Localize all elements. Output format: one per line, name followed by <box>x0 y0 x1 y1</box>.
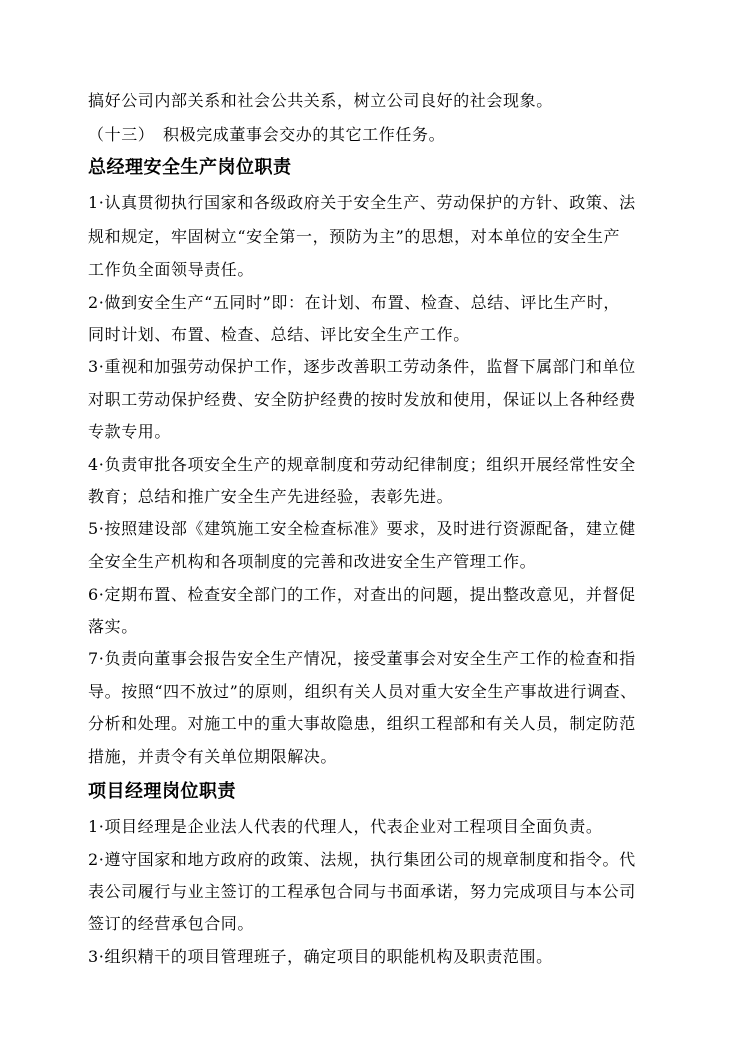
paragraph-line: 5·按照建设部《建筑施工安全检查标准》要求，及时进行资源配备，建立健 <box>88 519 636 538</box>
paragraph-line: 教育；总结和推广安全生产先进经验，表彰先进。 <box>88 487 454 506</box>
paragraph-line: 1·项目经理是企业法人代表的代理人，代表企业对工程项目全面负责。 <box>88 817 603 836</box>
paragraph-line: 2·做到安全生产“五同时”即：在计划、布置、检查、总结、评比生产时， <box>88 293 621 312</box>
paragraph-line: 3·重视和加强劳动保护工作，逐步改善职工劳动条件，监督下属部门和单位 <box>88 357 636 376</box>
paragraph-line: 4·负责审批各项安全生产的规章制度和劳动纪律制度；组织开展经常性安全 <box>88 455 636 474</box>
paragraph-line: 全安全生产机构和各项制度的完善和改进安全生产管理工作。 <box>88 552 537 571</box>
paragraph-line: 专款专用。 <box>88 422 172 441</box>
paragraph-line: 分析和处理。对施工中的重大事故隐患，组织工程部和有关人员，制定防范 <box>88 714 636 733</box>
paragraph-line: 同时计划、布置、检查、总结、评比安全生产工作。 <box>88 325 470 344</box>
paragraph-line: 7·负责向董事会报告安全生产情况，接受董事会对安全生产工作的检查和指 <box>88 649 636 668</box>
section-heading-general-manager: 总经理安全生产岗位职责 <box>88 157 292 178</box>
paragraph-line: 3·组织精干的项目管理班子，确定项目的职能机构及职责范围。 <box>88 947 553 966</box>
paragraph-line: 工作负全面领导责任。 <box>88 260 255 279</box>
paragraph-line: 6·定期布置、检查安全部门的工作，对查出的问题，提出整改意见，并督促 <box>88 585 636 604</box>
paragraph-line: 导。按照“四不放过”的原则，组织有关人员对重大安全生产事故进行调查、 <box>88 682 637 701</box>
paragraph-line: 落实。 <box>88 617 138 636</box>
intro-line-1: 搞好公司内部关系和社会公共关系，树立公司良好的社会现象。 <box>88 91 553 110</box>
paragraph-line: 签订的经营承包合同。 <box>88 914 255 933</box>
section-heading-project-manager: 项目经理岗位职责 <box>88 781 236 802</box>
paragraph-line: 2·遵守国家和地方政府的政策、法规，执行集团公司的规章制度和指令。代 <box>88 850 636 869</box>
paragraph-line: 对职工劳动保护经费、安全防护经费的按时发放和使用，保证以上各种经费 <box>88 390 636 409</box>
paragraph-line: 措施，并责令有关单位期限解决。 <box>88 747 338 766</box>
paragraph-line: 1·认真贯彻执行国家和各级政府关于安全生产、劳动保护的方针、政策、法 <box>88 193 636 212</box>
paragraph-line: 表公司履行与业主签订的工程承包合同与书面承诺，努力完成项目与本公司 <box>88 882 636 901</box>
paragraph-line: 规和规定，牢固树立“安全第一，预防为主”的思想，对本单位的安全生产 <box>88 227 621 246</box>
intro-line-2: （十三） 积极完成董事会交办的其它工作任务。 <box>88 125 446 144</box>
